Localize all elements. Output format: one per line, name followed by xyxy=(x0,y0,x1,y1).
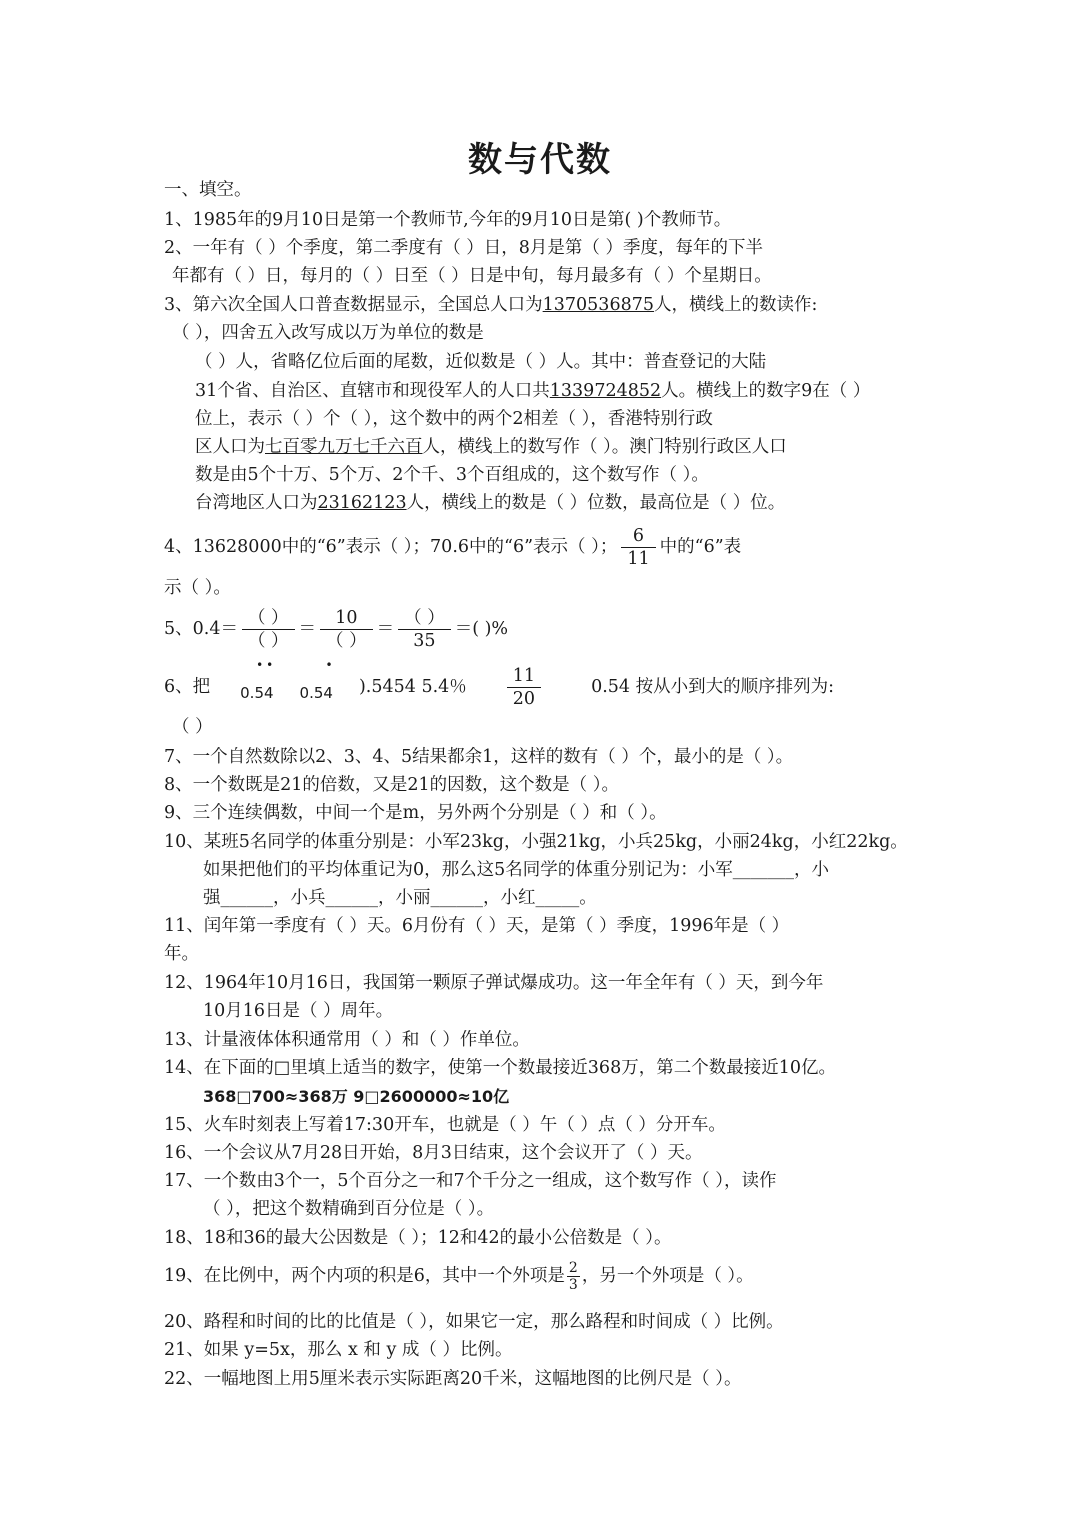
question-5 xyxy=(164,604,508,654)
question-7: 7、一个自然数除以2、3、4、5结果都余1，这样的数有（ ）个，最小的是（ ）。 xyxy=(164,747,794,767)
question-16: 16、一个会议从7月28日开始，8月3日结束，这个会议开了（ ）天。 xyxy=(164,1143,703,1163)
question-21: 21、如果 y=5x，那么 x 和 y 成（ ）比例。 xyxy=(164,1340,513,1360)
fraction-denominator: （ ） xyxy=(247,631,289,651)
fraction-denominator: 20 xyxy=(512,689,536,709)
q6-text: ).5454 5.4％ xyxy=(358,677,467,697)
fraction-denominator: 35 xyxy=(413,631,436,651)
question-2-line-2: 年都有（ ）日，每月的（ ）日至（ ）日是中旬，每月最多有（ ）个星期日。 xyxy=(172,266,772,286)
question-10-line-2: 如果把他们的平均体重记为0，那么这5名同学的体重分别记为：小军_______，小 xyxy=(203,860,830,880)
q6-text: 0.54 按从小到大的顺序排列为: xyxy=(591,677,834,697)
question-17-line-1: 17、一个数由3个一，5个百分之一和7个千分之一组成，这个数写作（ ），读作 xyxy=(164,1171,777,1191)
question-3-line-6 xyxy=(195,435,787,459)
q3-text: 3、第六次全国人口普查数据显示，全国总人口为 xyxy=(164,295,543,315)
question-10-line-1: 10、某班5名同学的体重分别是：小军23kg，小强21kg，小兵25kg，小丽24kg，小红22kg。 xyxy=(164,832,908,852)
q3-text: 31个省、自治区、直辖市和现役军人的人口共 xyxy=(195,381,550,401)
question-3-line-2: （ ），四舍五入改写成以万为单位的数是 xyxy=(172,323,484,343)
question-3-line-5: 位上，表示（ ）个（ ），这个数中的两个2相差（ ），香港特别行政 xyxy=(195,409,713,429)
question-4-line-1 xyxy=(164,522,741,572)
repeating-decimal xyxy=(299,658,333,718)
question-10-line-3: 强______，小兵______，小丽______，小红_____。 xyxy=(203,888,597,908)
page-title: 数与代数 xyxy=(468,140,612,180)
question-8: 8、一个数既是21的倍数，又是21的因数，这个数是（ ）。 xyxy=(164,775,619,795)
q3-text: 人。横线上的数字9在（ ） xyxy=(661,381,871,401)
question-3-line-4 xyxy=(195,379,870,403)
repeat-dot-icon: • xyxy=(256,658,264,672)
fraction-numerator: （ ） xyxy=(398,607,451,630)
q3-text: 人，横线上的数是（ ）位数，最高位是（ ）位。 xyxy=(406,493,786,513)
repeating-decimal-value: 0.54 xyxy=(240,684,274,702)
question-6-line-2: （ ） xyxy=(172,717,213,737)
q5-text: 5、0.4＝ xyxy=(164,619,238,639)
fraction xyxy=(242,607,295,652)
fraction-numerator: 6 xyxy=(621,525,655,548)
question-3-line-8 xyxy=(195,491,785,515)
fraction xyxy=(621,525,655,570)
q5-equals: ＝ xyxy=(298,619,317,639)
fraction xyxy=(320,607,373,652)
question-13: 13、计量液体体积通常用（ ）和（ ）作单位。 xyxy=(164,1030,530,1050)
q5-text: ＝( )% xyxy=(454,619,509,639)
question-12-line-2: 10月16日是（ ）周年。 xyxy=(203,1001,394,1021)
fraction-numerator: 11 xyxy=(507,665,541,688)
fraction xyxy=(567,1260,580,1293)
repeat-dot-icon: • xyxy=(325,658,333,672)
question-19 xyxy=(164,1254,754,1298)
question-12-line-1: 12、1964年10月16日，我国第一颗原子弹试爆成功。这一年全年有（ ）天，到今年 xyxy=(164,973,824,993)
q3-text: 台湾地区人口为 xyxy=(195,493,318,513)
question-1: 1、1985年的9月10日是第一个教师节,今年的9月10日是第( )个教师节。 xyxy=(164,210,732,230)
q3-text: 区人口为 xyxy=(195,437,265,457)
question-9: 9、三个连续偶数，中间一个是m，另外两个分别是（ ）和（ ）。 xyxy=(164,803,667,823)
q4-text: 4、13628000中的“6”表示（ ）；70.6中的“6”表示（ ）； xyxy=(164,537,618,557)
fraction-denominator: （ ） xyxy=(326,631,367,651)
question-3-line-3: （ ）人，省略亿位后面的尾数，近似数是（ ）人。其中：普查登记的大陆 xyxy=(195,352,767,372)
repeating-decimal-value: 0.54 xyxy=(299,684,333,702)
question-3-line-7: 数是由5个十万、5个万、2个千、3个百组成的，这个数写作（ ）。 xyxy=(195,465,709,485)
question-15: 15、火车时刻表上写着17:30开车，也就是（ ）午（ ）点（ ）分开车。 xyxy=(164,1115,726,1135)
section-heading: 一、填空。 xyxy=(164,180,252,200)
fraction-denominator: 3 xyxy=(568,1277,578,1293)
question-14-line-1: 14、在下面的□里填上适当的数字，使第一个数最接近368万，第二个数最接近10亿。 xyxy=(164,1058,836,1078)
q3-underlined-number: 1339724852 xyxy=(549,381,662,401)
fraction xyxy=(398,607,451,652)
question-18: 18、18和36的最大公因数是（ ）；12和42的最小公倍数是（ ）。 xyxy=(164,1228,672,1248)
question-6-line-1 xyxy=(164,658,834,718)
question-11-line-2: 年。 xyxy=(164,944,199,964)
question-20: 20、路程和时间的比的比值是（ ），如果它一定，那么路程和时间成（ ）比例。 xyxy=(164,1312,784,1332)
q3-underlined-number: 23162123 xyxy=(317,493,407,513)
fraction-numerator: 2 xyxy=(568,1260,578,1276)
q4-text: 中的“6”表 xyxy=(659,537,742,557)
question-22: 22、一幅地图上用5厘米表示实际距离20千米，这幅地图的比例尺是（ ）。 xyxy=(164,1369,742,1389)
q3-text: 人，横线上的数读作: xyxy=(653,295,818,315)
repeating-decimal xyxy=(240,658,274,718)
q19-text: ，另一个外项是（ ）。 xyxy=(581,1266,754,1286)
question-11-line-1: 11、闰年第一季度有（ ）天。6月份有（ ）天，是第（ ）季度，1996年是（ ） xyxy=(164,916,790,936)
q3-text: 人，横线上的数写作（ ）。澳门特别行政区人口 xyxy=(422,437,787,457)
question-3-line-1 xyxy=(164,293,817,317)
question-4-line-2: 示（ ）。 xyxy=(164,578,231,598)
q19-text: 19、在比例中，两个内项的积是6，其中一个外项是 xyxy=(164,1266,565,1286)
fraction xyxy=(507,665,541,710)
fraction-numerator: （ ） xyxy=(242,607,295,630)
question-14-line-2: 368□700≈368万 9□2600000≈10亿 xyxy=(203,1087,510,1106)
fraction-denominator: 11 xyxy=(627,549,650,569)
q3-underlined-number: 1370536875 xyxy=(542,295,654,315)
question-17-line-2: （ ），把这个数精确到百分位是（ ）。 xyxy=(203,1199,495,1219)
repeat-dot-icon: • xyxy=(266,658,274,672)
question-2-line-1: 2、一年有（ ）个季度，第二季度有（ ）日，8月是第（ ）季度，每年的下半 xyxy=(164,238,763,258)
fraction-numerator: 10 xyxy=(320,607,373,630)
q5-equals: ＝ xyxy=(376,619,395,639)
q6-text: 6、把 xyxy=(164,677,211,697)
q3-underlined-text: 七百零九万七千六百 xyxy=(265,437,423,457)
